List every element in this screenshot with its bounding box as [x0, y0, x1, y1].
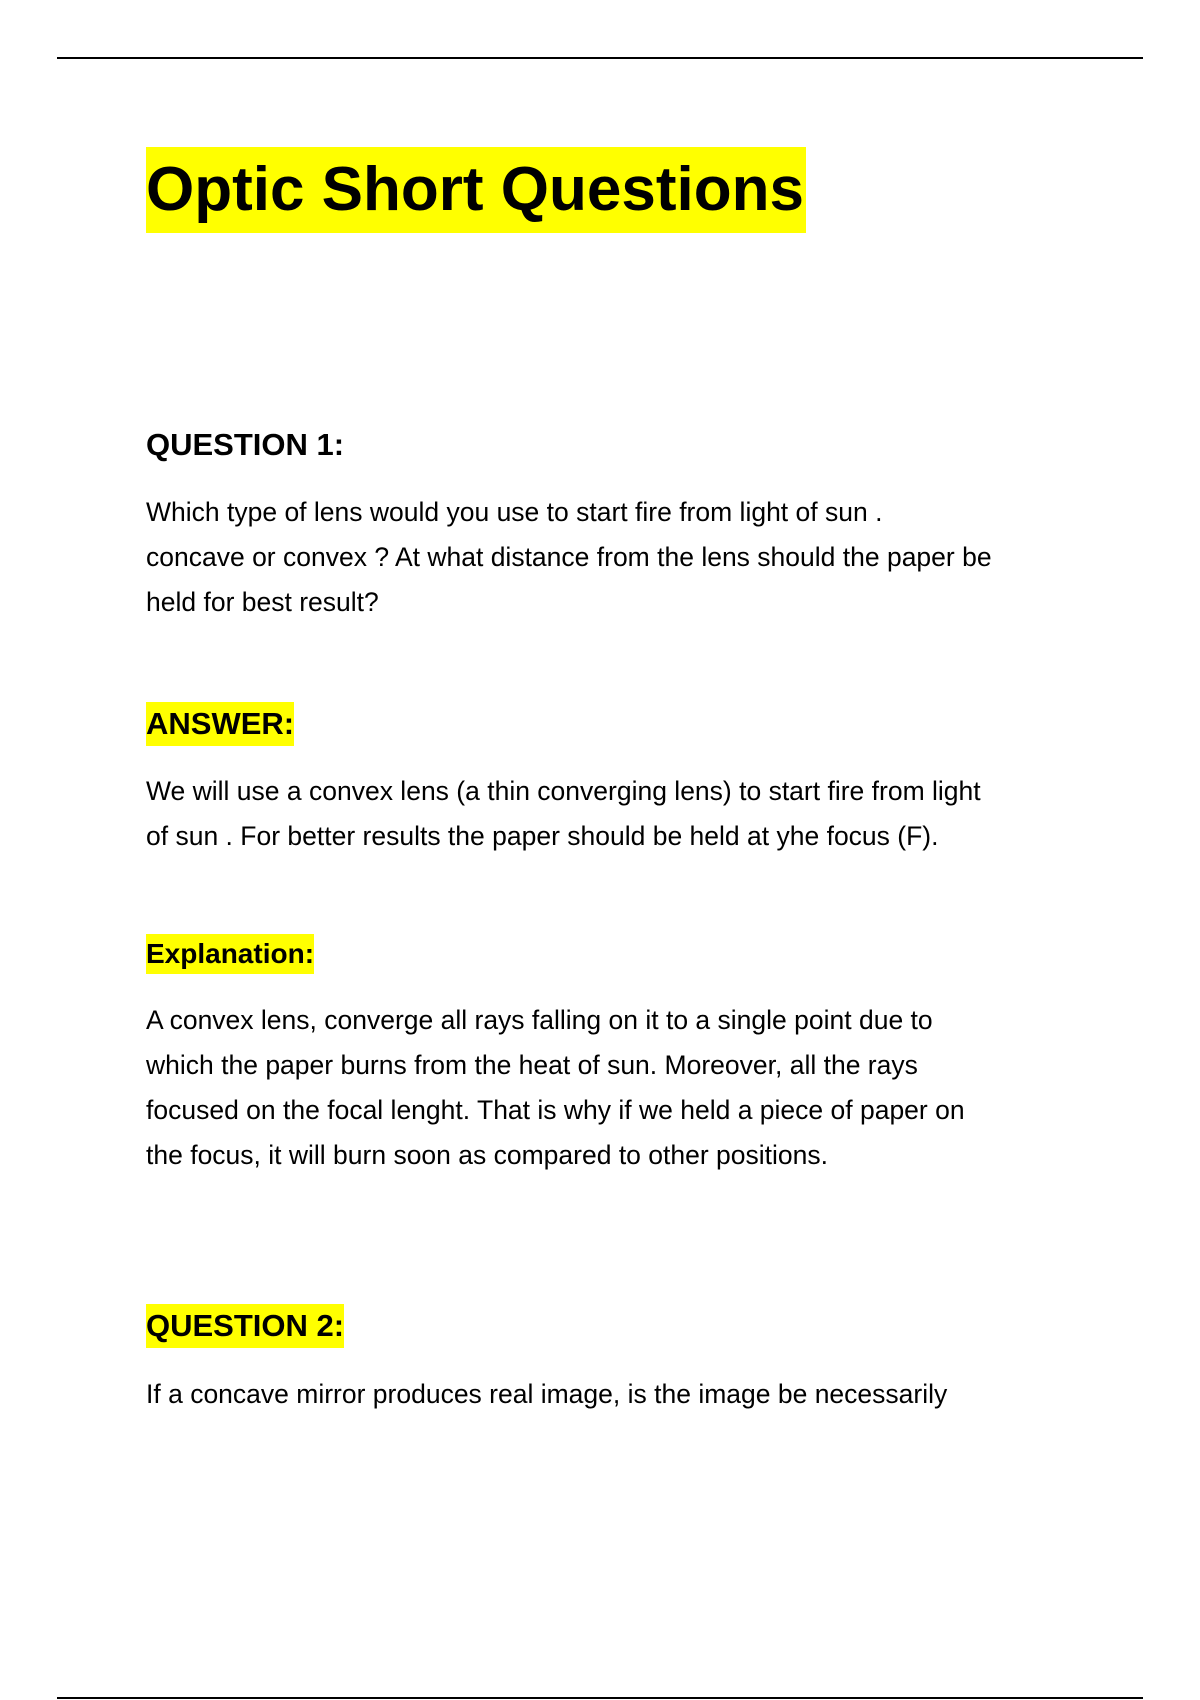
- question-2-heading: QUESTION 2:: [146, 1304, 344, 1348]
- explanation-1-line: the focus, it will burn soon as compared to other positions.: [146, 1140, 828, 1170]
- page-title: Optic Short Questions: [146, 147, 806, 233]
- question-1-line: concave or convex ? At what distance from the lens should the paper be: [146, 542, 992, 572]
- answer-1-text: [146, 769, 1106, 859]
- question-1-text: [146, 490, 1106, 625]
- explanation-1-line: focused on the focal lenght. That is why if we held a piece of paper on: [146, 1095, 965, 1125]
- question-1-line: held for best result?: [146, 587, 379, 617]
- answer-1-line: We will use a convex lens (a thin converging lens) to start fire from light: [146, 776, 981, 806]
- explanation-1-heading: Explanation:: [146, 934, 314, 974]
- explanation-1-line: which the paper burns from the heat of sun. Moreover, all the rays: [146, 1050, 918, 1080]
- answer-1-heading: ANSWER:: [146, 702, 294, 746]
- question-2-line: If a concave mirror produces real image, is the image be necessarily: [146, 1379, 948, 1409]
- explanation-1-line: A convex lens, converge all rays falling on it to a single point due to: [146, 1005, 933, 1035]
- top-rule: [57, 57, 1143, 59]
- answer-1-line: of sun . For better results the paper should be held at yhe focus (F).: [146, 821, 939, 851]
- explanation-1-text: [146, 998, 1106, 1178]
- bottom-rule: [57, 1697, 1143, 1699]
- question-1-line: Which type of lens would you use to start fire from light of sun .: [146, 497, 883, 527]
- question-1-heading: QUESTION 1:: [146, 427, 345, 462]
- question-2-text: [146, 1372, 1106, 1417]
